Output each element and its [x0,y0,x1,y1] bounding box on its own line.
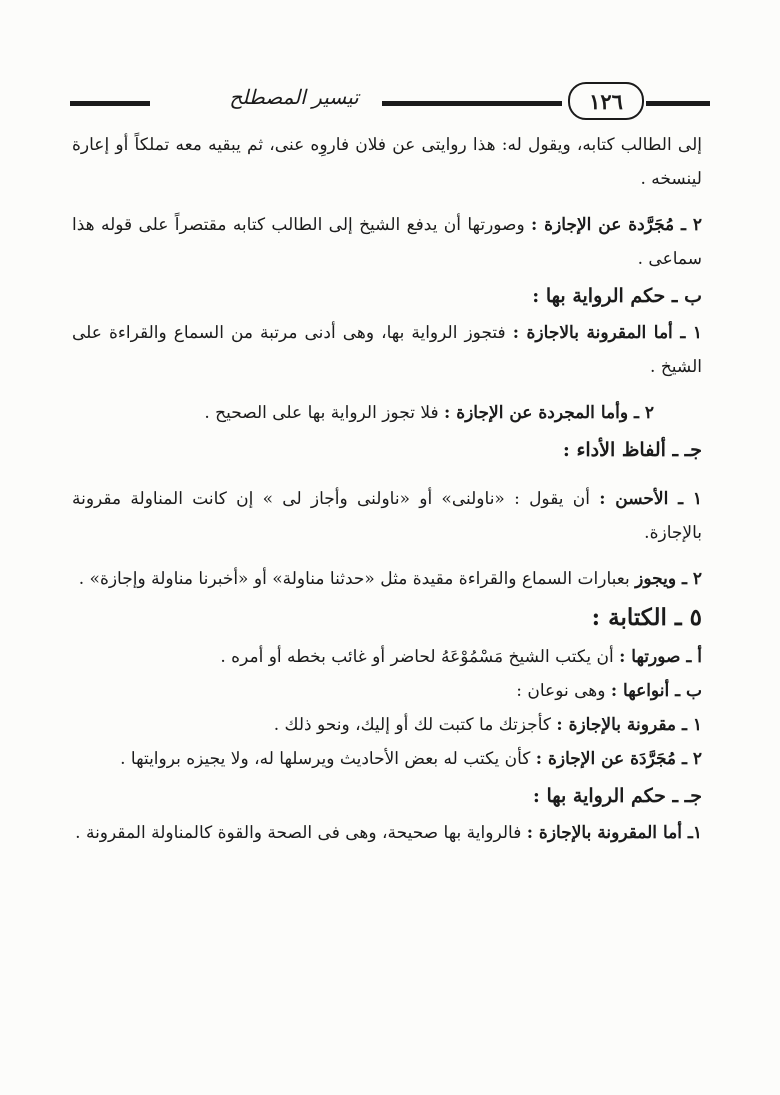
paragraph: إلى الطالب كتابه، ويقول له: هذا روايتى عن فلان فاروِه عنى، ثم يبقيه معه تملكاً أو إعارة لينسخه . [72,135,702,189]
item-label: ١ ـ مقرونة بالإجازة : [556,715,702,735]
paragraph [72,816,702,850]
item-text: أن يقول : «ناولنى» أو «ناولنى وأجاز لى » إن كانت المناولة مقرونة بالإجازة. [72,489,702,543]
item-label: ٢ ـ مُجَرَّدة عن الإجازة : [531,215,702,235]
paragraph [72,482,702,550]
paragraph [72,674,702,708]
page-header [70,80,710,122]
item-text: بعبارات السماع والقراءة مقيدة مثل «حدثنا مناولة» أو «أخبرنا مناولة وإجازة» . [78,569,636,589]
paragraph [72,208,702,276]
item-text: فلا تجوز الرواية بها على الصحيح . [204,403,444,423]
item-text: وصورتها أن يدفع الشيخ إلى الطالب كتابه مقتصراً على قوله هذا سماعى . [72,215,702,269]
item-text: أن يكتب الشيخ مَسْمُوْعَهُ لحاضر أو غائب بخطه أو أمره . [220,647,620,667]
paragraph [72,396,702,430]
chapter-heading: ٥ ـ الكتابة : [591,604,702,631]
item-label: ٢ ـ وأما المجردة عن الإجازة : [444,403,654,423]
header-rule-left [70,101,150,106]
paragraph [72,640,702,674]
item-text: كأن يكتب له بعض الأحاديث ويرسلها له، ولا يجيزه بروايتها . [120,749,536,769]
item-text: فتجوز الرواية بها، وهى أدنى مرتبة من السماع والقراءة على الشيخ . [72,323,702,377]
section-heading: جـ ـ ألفاظ الأداء : [562,439,702,461]
item-label: ٢ ـ ويجوز [635,569,702,589]
item-label: ١ ـ الأحسن : [599,489,702,509]
header-rule-middle [382,101,562,106]
item-text: فالرواية بها صحيحة، وهى فى الصحة والقوة كالمناولة المقرونة . [75,823,527,843]
paragraph [72,316,702,384]
page-body [72,128,702,850]
item-text: كأجزتك ما كتبت لك أو إليك، ونحو ذلك . [273,715,557,735]
paragraph [72,708,702,742]
paragraph [72,562,702,596]
item-label: أ ـ صورتها : [619,647,702,667]
item-label: ٢ ـ مُجَرَّدَة عن الإجازة : [535,749,702,769]
item-label: ب ـ أنواعها : [610,681,702,701]
section-heading: جـ ـ حكم الرواية بها : [532,785,702,807]
section-heading: ب ـ حكم الرواية بها : [532,285,702,307]
header-rule-right [646,101,710,106]
item-label: ١ ـ أما المقرونة بالاجازة : [512,323,702,343]
running-title: تيسير المصطلح [229,85,359,109]
item-text: وهى نوعان : [516,681,611,701]
page-number: ١٢٦ [568,82,644,120]
item-label: ١ـ أما المقرونة بالإجازة : [526,823,702,843]
paragraph [72,742,702,776]
